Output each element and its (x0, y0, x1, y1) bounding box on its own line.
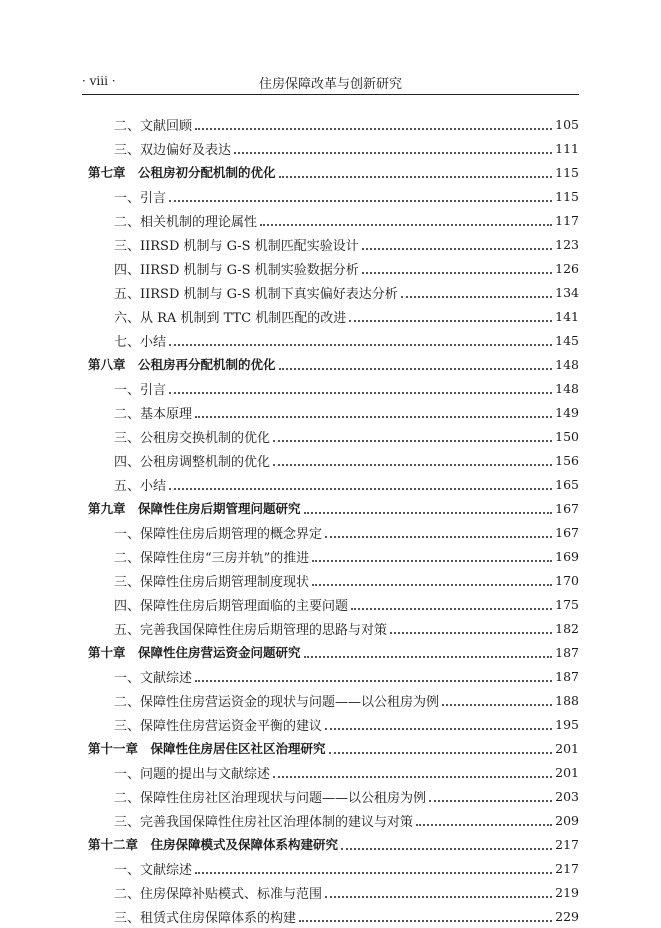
toc-section-entry[interactable] (88, 688, 579, 712)
toc-section-entry[interactable] (88, 136, 579, 160)
toc-chapter-entry[interactable] (88, 496, 579, 520)
dot-leader (325, 727, 552, 730)
toc-entry-page-number: 203 (555, 788, 579, 804)
toc-section-entry[interactable] (88, 544, 579, 568)
toc-entry-page-number: 145 (555, 332, 579, 348)
toc-entry-page-number: 201 (555, 764, 579, 780)
dot-leader (304, 511, 553, 514)
toc-section-entry[interactable] (88, 856, 579, 880)
toc-entry-label: 三、双边偏好及表达 (114, 142, 232, 158)
toc-section-entry[interactable] (88, 400, 579, 424)
toc-entry-page-number: 167 (555, 500, 579, 516)
toc-entry-page-number: 148 (555, 356, 579, 372)
toc-section-entry[interactable] (88, 256, 579, 280)
toc-section-entry[interactable] (88, 880, 579, 904)
dot-leader (273, 439, 552, 442)
toc-section-entry[interactable] (88, 520, 579, 544)
toc-entry-page-number: 217 (555, 836, 579, 852)
toc-entry-page-number: 115 (555, 188, 579, 204)
toc-entry-label: 第七章 公租房初分配机制的优化 (88, 165, 276, 180)
toc-entry-label: 五、小结 (114, 478, 167, 494)
toc-entry-label: 三、保障性住房后期管理制度现状 (114, 574, 310, 590)
toc-section-entry[interactable] (88, 808, 579, 832)
toc-entry-label: 第九章 保障性住房后期管理问题研究 (88, 501, 301, 516)
toc-entry-page-number: 170 (555, 572, 579, 588)
toc-section-entry[interactable] (88, 304, 579, 328)
toc-entry-page-number: 115 (555, 164, 579, 180)
toc-entry-label: 三、公租房交换机制的优化 (114, 430, 271, 446)
dot-leader (279, 367, 553, 370)
toc-entry-page-number: 182 (555, 620, 579, 636)
toc-entry-label: 二、基本原理 (114, 406, 193, 422)
dot-leader (234, 151, 552, 154)
toc-entry-label: 一、保障性住房后期管理的概念界定 (114, 526, 323, 542)
dot-leader (299, 919, 552, 922)
toc-section-entry[interactable] (88, 376, 579, 400)
toc-entry-page-number: 175 (555, 596, 579, 612)
toc-section-entry[interactable] (88, 760, 579, 784)
toc-entry-page-number: 148 (555, 380, 579, 396)
toc-entry-label: 五、完善我国保障性住房后期管理的思路与对策 (114, 622, 388, 638)
toc-entry-label: 二、保障性住房营运资金的现状与问题——以公租房为例 (114, 694, 440, 710)
toc-entry-label: 一、文献综述 (114, 862, 193, 878)
toc-entry-page-number: 156 (555, 452, 579, 468)
toc-entry-label: 第八章 公租房再分配机制的优化 (88, 357, 276, 372)
toc-entry-page-number: 117 (555, 212, 579, 228)
toc-entry-label: 第十章 保障性住房营运资金问题研究 (88, 645, 301, 660)
toc-entry-label: 三、租赁式住房保障体系的构建 (114, 910, 297, 926)
toc-entry-label: 六、从 RA 机制到 TTC 机制匹配的改进 (114, 310, 347, 326)
toc-entry-page-number: 141 (555, 308, 579, 324)
toc-entry-label: 一、问题的提出与文献综述 (114, 766, 271, 782)
toc-entry-label: 三、保障性住房营运资金平衡的建议 (114, 718, 323, 734)
toc-entry-page-number: 217 (555, 860, 579, 876)
toc-chapter-entry[interactable] (88, 832, 579, 856)
dot-leader (325, 535, 552, 538)
dot-leader (325, 895, 552, 898)
dot-leader (349, 319, 552, 322)
toc-entry-page-number: 150 (555, 428, 579, 444)
toc-section-entry[interactable] (88, 280, 579, 304)
toc-entry-page-number: 134 (555, 284, 579, 300)
toc-entry-page-number: 229 (555, 908, 579, 924)
toc-section-entry[interactable] (88, 328, 579, 352)
toc-section-entry[interactable] (88, 568, 579, 592)
toc-section-entry[interactable] (88, 448, 579, 472)
toc-entry-page-number: 201 (555, 740, 579, 756)
toc-entry-label: 一、引言 (114, 190, 167, 206)
toc-entry-label: 二、保障性住房社区治理现状与问题——以公租房为例 (114, 790, 427, 806)
dot-leader (390, 631, 552, 634)
toc-entry-page-number: 195 (555, 716, 579, 732)
toc-section-entry[interactable] (88, 208, 579, 232)
toc-entry-page-number: 167 (555, 524, 579, 540)
toc-entry-label: 四、保障性住房后期管理面临的主要问题 (114, 598, 349, 614)
dot-leader (429, 799, 552, 802)
dot-leader (195, 679, 552, 682)
dot-leader (169, 199, 552, 202)
toc-entry-label: 一、文献综述 (114, 670, 193, 686)
toc-entry-page-number: 209 (555, 812, 579, 828)
dot-leader (195, 127, 552, 130)
toc-entry-label: 四、公租房调整机制的优化 (114, 454, 271, 470)
toc-chapter-entry[interactable] (88, 352, 579, 376)
toc-section-entry[interactable] (88, 904, 579, 928)
dot-leader (329, 751, 553, 754)
dot-leader (362, 271, 552, 274)
toc-entry-page-number: 169 (555, 548, 579, 564)
toc-entry-page-number: 187 (555, 644, 579, 660)
dot-leader (304, 655, 553, 658)
toc-entry-page-number: 187 (555, 668, 579, 684)
toc-section-entry[interactable] (88, 472, 579, 496)
toc-entry-label: 三、完善我国保障性住房社区治理体制的建议与对策 (114, 814, 414, 830)
dot-leader (273, 463, 552, 466)
header-page-number: · viii · (82, 74, 116, 88)
toc-section-entry[interactable] (88, 712, 579, 736)
dot-leader (442, 703, 552, 706)
toc-section-entry[interactable] (88, 784, 579, 808)
dot-leader (351, 607, 552, 610)
toc-entry-label: 四、IIRSD 机制与 G-S 机制实验数据分析 (114, 262, 359, 278)
toc-section-entry[interactable] (88, 616, 579, 640)
toc-entry-label: 五、IIRSD 机制与 G-S 机制下真实偏好表达分析 (114, 286, 398, 302)
dot-leader (416, 823, 552, 826)
table-of-contents (88, 112, 579, 928)
dot-leader (195, 871, 552, 874)
dot-leader (169, 391, 552, 394)
toc-entry-page-number: 105 (555, 116, 579, 132)
toc-entry-label: 二、保障性住房“三房并轨”的推进 (114, 550, 310, 566)
toc-chapter-entry[interactable] (88, 736, 579, 760)
dot-leader (169, 343, 552, 346)
toc-entry-page-number: 111 (555, 140, 579, 156)
toc-section-entry[interactable] (88, 424, 579, 448)
toc-entry-page-number: 126 (555, 260, 579, 276)
dot-leader (312, 583, 552, 586)
toc-chapter-entry[interactable] (88, 640, 579, 664)
toc-entry-page-number: 165 (555, 476, 579, 492)
dot-leader (401, 295, 552, 298)
toc-chapter-entry[interactable] (88, 160, 579, 184)
toc-entry-page-number: 123 (555, 236, 579, 252)
dot-leader (279, 175, 553, 178)
dot-leader (195, 415, 552, 418)
toc-section-entry[interactable] (88, 664, 579, 688)
toc-entry-page-number: 149 (555, 404, 579, 420)
toc-entry-label: 二、相关机制的理论属性 (114, 214, 258, 230)
toc-section-entry[interactable] (88, 184, 579, 208)
toc-section-entry[interactable] (88, 232, 579, 256)
dot-leader (273, 775, 552, 778)
toc-entry-page-number: 219 (555, 884, 579, 900)
toc-section-entry[interactable] (88, 112, 579, 136)
toc-section-entry[interactable] (88, 592, 579, 616)
dot-leader (260, 223, 552, 226)
toc-entry-label: 第十一章 保障性住房居住区社区治理研究 (88, 741, 326, 756)
toc-entry-label: 二、住房保障补贴模式、标准与范围 (114, 886, 323, 902)
toc-entry-label: 三、IIRSD 机制与 G-S 机制匹配实验设计 (114, 238, 359, 254)
dot-leader (169, 487, 552, 490)
running-header (82, 72, 579, 95)
dot-leader (312, 559, 552, 562)
dot-leader (341, 847, 552, 850)
toc-entry-label: 七、小结 (114, 334, 167, 350)
header-book-title: 住房保障改革与创新研究 (258, 77, 402, 92)
toc-entry-page-number: 188 (555, 692, 579, 708)
toc-entry-label: 二、文献回顾 (114, 118, 193, 134)
toc-entry-label: 第十二章 住房保障模式及保障体系构建研究 (88, 837, 339, 852)
toc-entry-label: 一、引言 (114, 382, 167, 398)
dot-leader (362, 247, 552, 250)
